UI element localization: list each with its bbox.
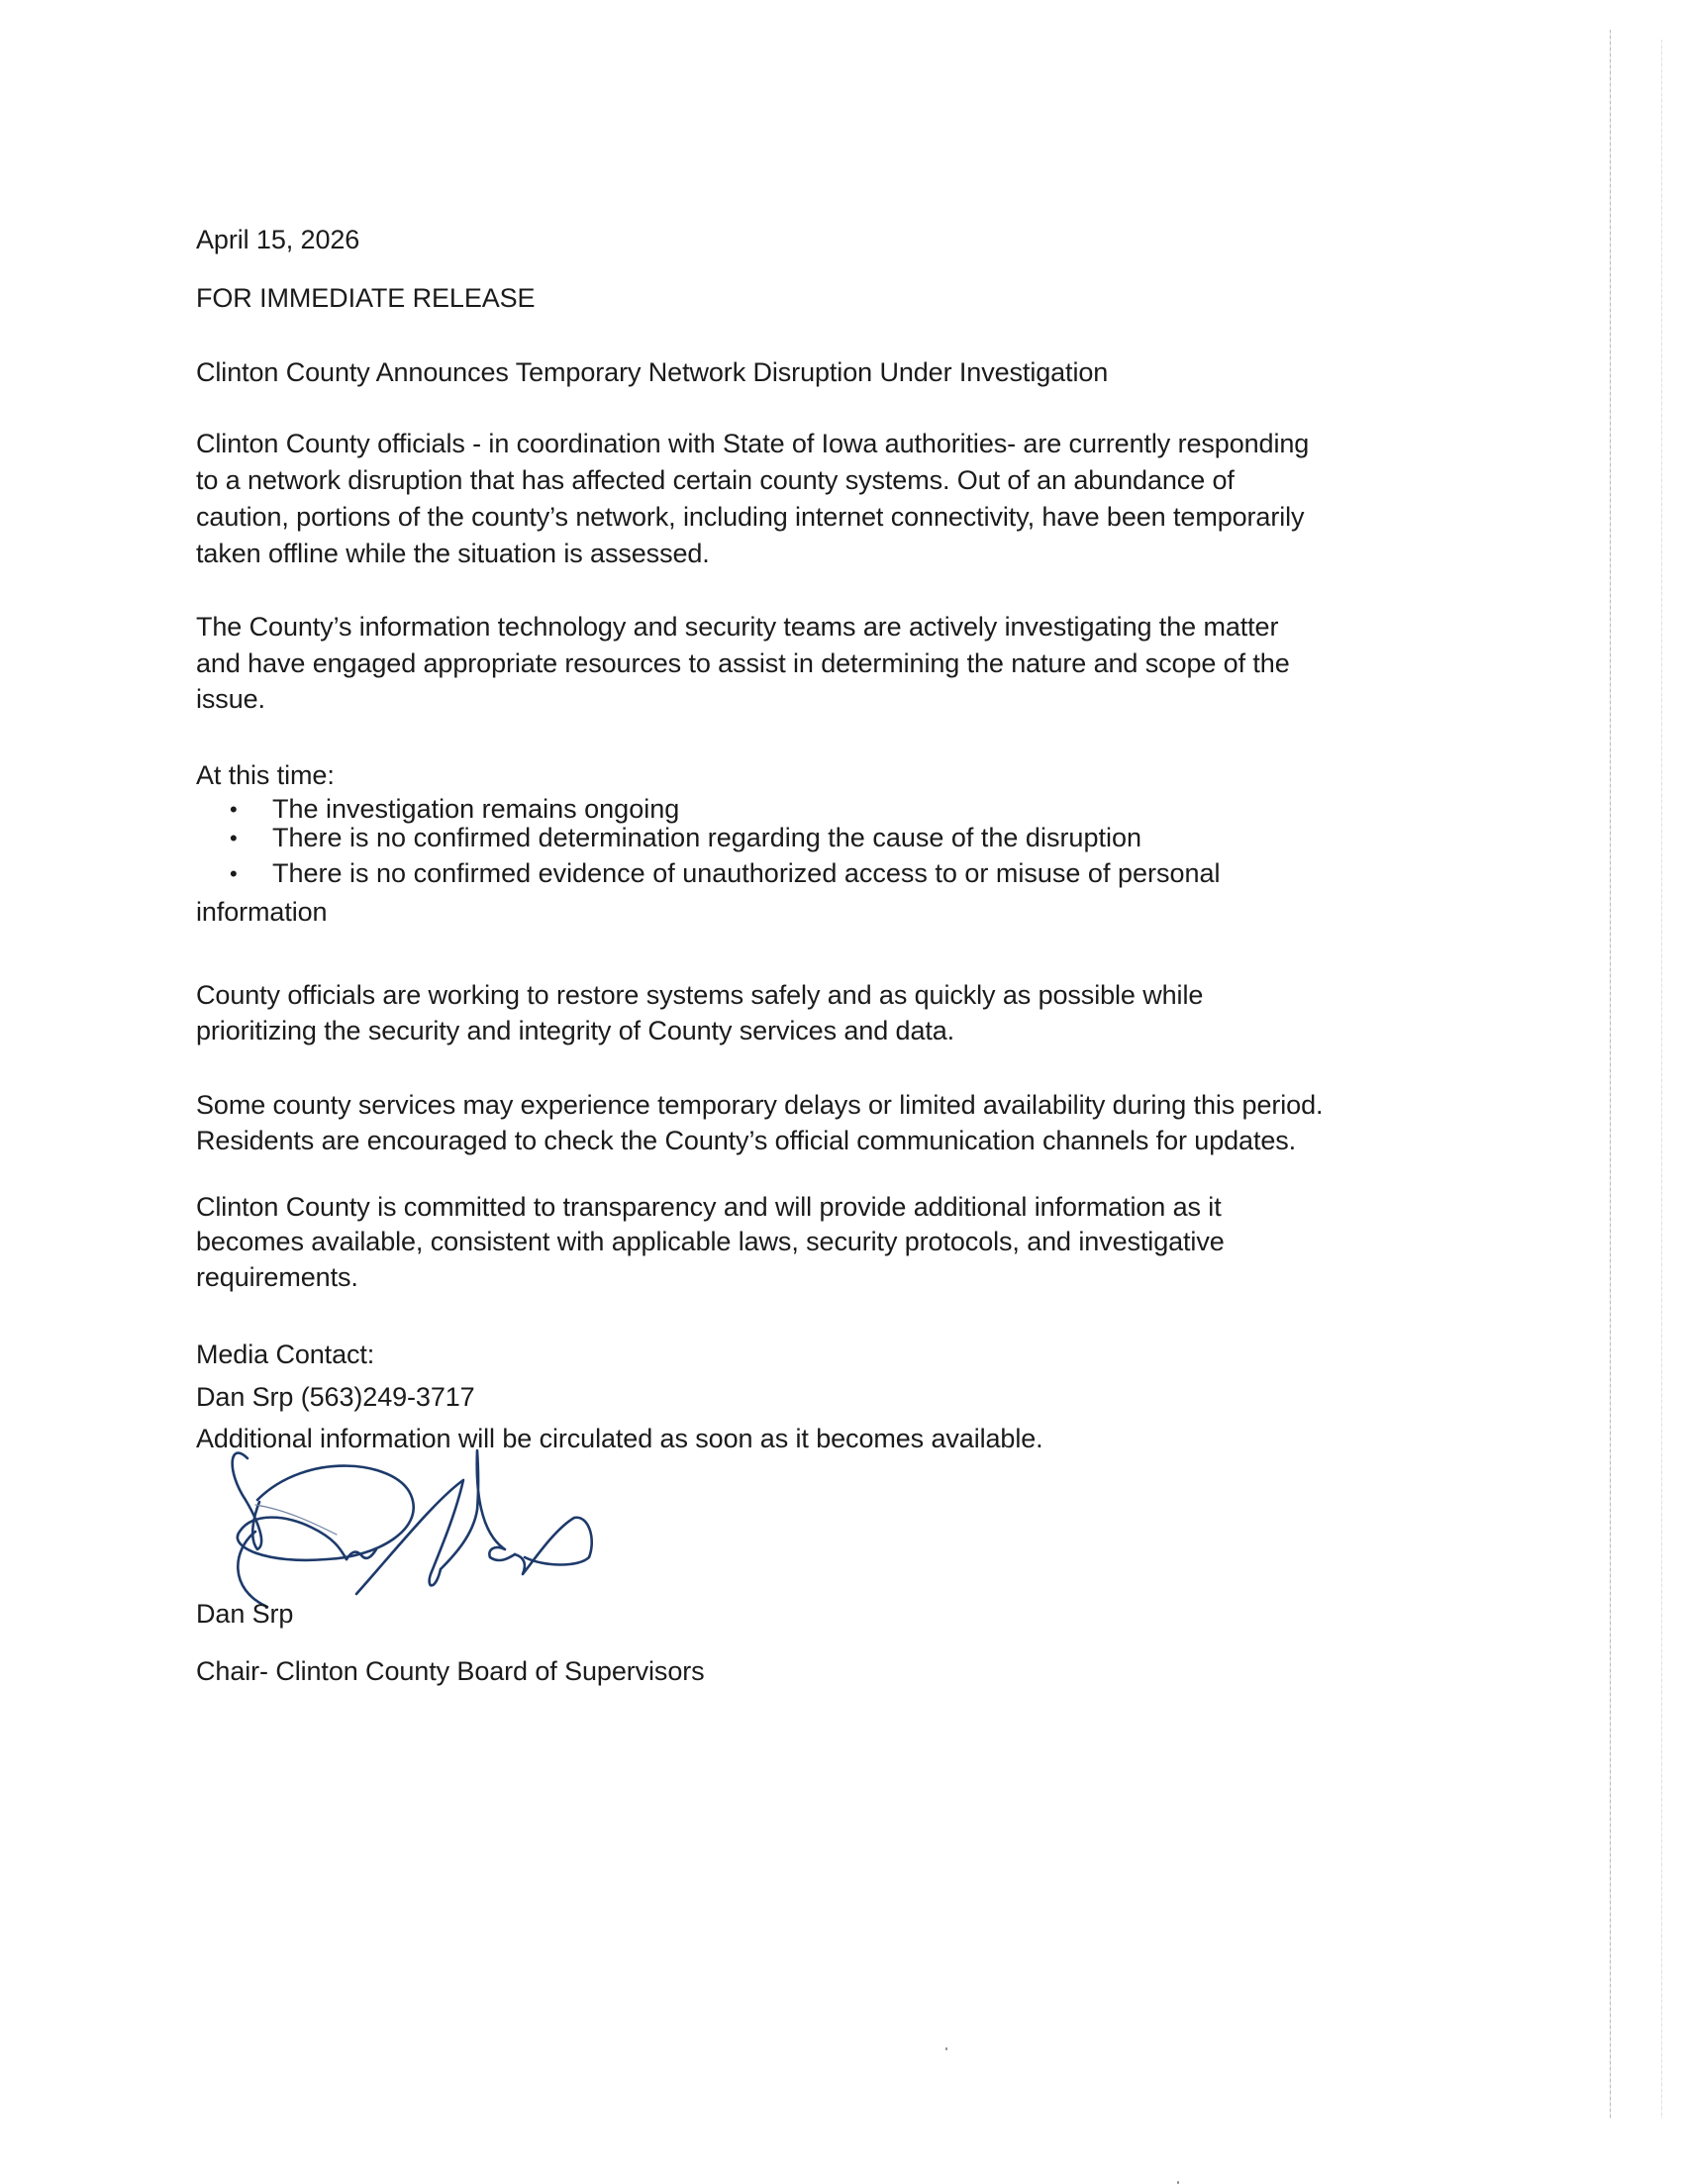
signature-stroke <box>356 1480 463 1594</box>
bullet-text: There is no confirmed determination regarding the cause of the disruption <box>272 823 1142 852</box>
signature-stroke <box>441 1450 515 1569</box>
paragraph-line: Clinton County is committed to transparency and will provide additional information as it <box>196 1192 1222 1222</box>
paragraph-line: Some county services may experience temporary delays or limited availability during this period. <box>196 1090 1324 1120</box>
paragraph-line: issue. <box>196 684 265 714</box>
letter-date: April 15, 2026 <box>196 225 360 254</box>
paragraph-line: to a network disruption that has affected certain county systems. Out of an abundance of <box>196 465 1235 495</box>
signature-stroke <box>233 1453 261 1549</box>
release-label: FOR IMMEDIATE RELEASE <box>196 283 536 313</box>
paragraph-line: caution, portions of the county’s network, including internet connectivity, have been temporarily <box>196 502 1305 532</box>
scan-edge-line-outer <box>1661 40 1662 2119</box>
signature-stroke <box>238 1466 414 1560</box>
bullet-text: There is no confirmed evidence of unauthorized access to or misuse of personal <box>272 858 1221 888</box>
signature-stroke-faint <box>255 1505 337 1535</box>
paragraph-line: prioritizing the security and integrity of County services and data. <box>196 1016 955 1045</box>
signature-stroke <box>515 1518 592 1574</box>
scan-edge-line <box>1610 30 1611 2119</box>
signer-title: Chair- Clinton County Board of Supervisors <box>196 1656 705 1686</box>
paragraph-line: taken offline while the situation is assessed. <box>196 539 710 568</box>
bullet-icon: • <box>230 797 238 822</box>
paragraph-line: Residents are encouraged to check the County’s official communication channels for updates. <box>196 1126 1297 1155</box>
bullet-icon: • <box>230 826 238 850</box>
paragraph-line: becomes available, consistent with applicable laws, security protocols, and investigative <box>196 1227 1225 1256</box>
bullet-overflow-text: information <box>196 897 328 927</box>
closing-note: Additional information will be circulated as soon as it becomes available. <box>196 1424 1043 1453</box>
signature-icon <box>228 1440 624 1614</box>
media-contact-label: Media Contact: <box>196 1340 375 1369</box>
signature-stroke <box>346 1549 376 1559</box>
bullet-text: The investigation remains ongoing <box>272 794 680 824</box>
paragraph-line: and have engaged appropriate resources to assist in determining the nature and scope of the <box>196 648 1290 678</box>
bullet-icon: • <box>230 861 238 886</box>
paragraph-line: The County’s information technology and security teams are actively investigating the matter <box>196 612 1279 642</box>
paragraph-line: County officials are working to restore systems safely and as quickly as possible while <box>196 980 1204 1010</box>
signer-name: Dan Srp <box>196 1599 294 1629</box>
media-contact-phone: Dan Srp (563)249-3717 <box>196 1382 475 1412</box>
paragraph-line: requirements. <box>196 1262 358 1292</box>
headline: Clinton County Announces Temporary Network Disruption Under Investigation <box>196 357 1109 387</box>
scan-speck <box>945 2047 947 2050</box>
status-intro: At this time: <box>196 760 335 790</box>
paragraph-line: Clinton County officials - in coordination with State of Iowa authorities- are currently responding <box>196 429 1310 458</box>
